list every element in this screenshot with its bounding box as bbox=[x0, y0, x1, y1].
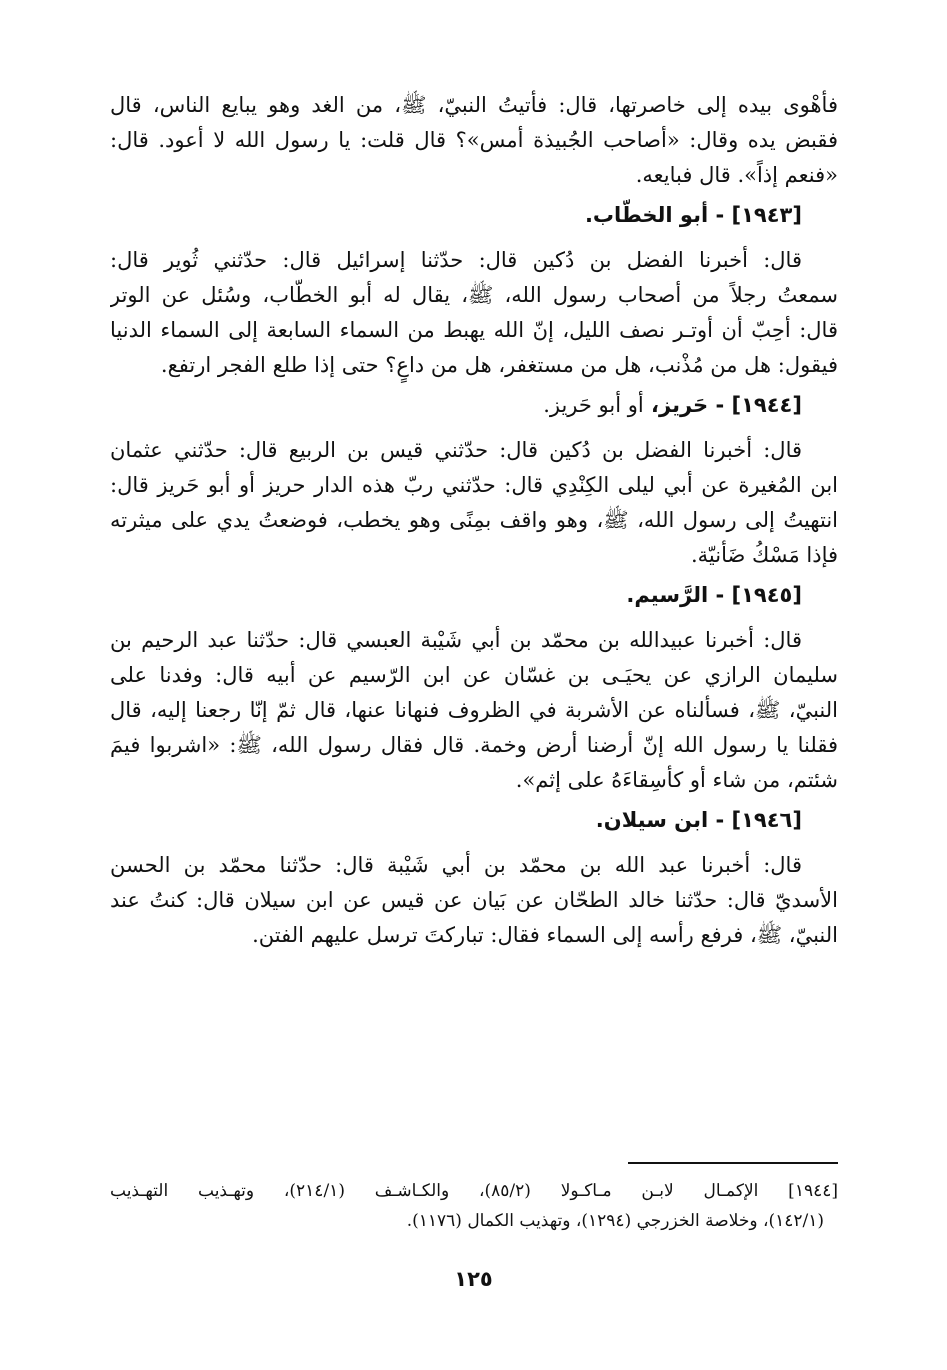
entry-name: - الرَّسيم. bbox=[626, 583, 725, 607]
entry-heading bbox=[110, 385, 838, 425]
entry-number: [١٩٤٤] bbox=[731, 393, 802, 417]
entry-heading bbox=[110, 800, 838, 840]
page-number: ١٢٥ bbox=[454, 1267, 493, 1291]
text-line: قال: أخبرنا الفضل بن دُكين قال: حدّثني قيس بن الربيع قال: حدّثني عثمان bbox=[110, 438, 802, 462]
text-line: قال: أحِبّ أن أوتـر نصف الليل، إنّ الله يهبط من السماء السابعة إلى السماء الدنيا bbox=[110, 318, 838, 342]
text-line: فقبض يده وقال: «أصاحب الجُبيذة أمس»؟ قال قلت: يا رسول الله لا أعود. قال: bbox=[110, 128, 838, 152]
text-line: ابن المُغيرة عن أبي ليلى الكِنْدِي قال: حدّثني ربّ هذه الدار حريز أو أبو حَريز قال: bbox=[110, 473, 838, 497]
footnote-line: (١٤٢/١)، وخلاصة الخزرجي (١٢٩٤)، وتهذيب الكمال (١١٧٦). bbox=[406, 1211, 824, 1231]
text-line: فقلنا يا رسول الله إنّ أرضنا أرض وخمة. قال فقال رسول الله، ﷺ: «اشربوا فيمَ bbox=[110, 733, 838, 757]
text-line: النبيّ، ﷺ، فرفع رأسه إلى السماء فقال: تباركتَ ترسل عليهم الفتن. bbox=[252, 923, 838, 947]
entry-number: [١٩٤٣] bbox=[731, 203, 802, 227]
footnotes bbox=[110, 1162, 838, 1236]
text-line: فإذا مَسْكُ ضَأنيّة. bbox=[691, 543, 838, 567]
entry-1944 bbox=[110, 385, 838, 573]
text-line: انتهيتُ إلى رسول الله، ﷺ، وهو واقف بمِنًى وهو يخطب، فوضعتُ يدي على ميثرته bbox=[110, 508, 838, 532]
text-line: فيقول: هل من مُذْنب، هل من مستغفر، هل من داعٍ؟ حتى إذا طلع الفجر ارتفع. bbox=[160, 353, 838, 377]
entry-1946 bbox=[110, 800, 838, 953]
entry-name: - أبو الخطّاب. bbox=[584, 203, 725, 227]
entry-number: [١٩٤٥] bbox=[731, 583, 802, 607]
entry-number: [١٩٤٦] bbox=[731, 808, 802, 832]
text-line: قال: أخبرنا الفضل بن دُكين قال: حدّثنا إسرائيل قال: حدّثني ثُوير قال: bbox=[110, 248, 802, 272]
entry-heading bbox=[110, 195, 838, 235]
entry-1945 bbox=[110, 575, 838, 798]
entry-heading bbox=[110, 575, 838, 615]
text-line: النبيّ، ﷺ، فسألناه عن الأشربة في الظروف فنهانا عنها، قال ثمّ إنّا رجعنا إليه، قال bbox=[110, 698, 838, 722]
entry-name-variant: أو أبو حَريز. bbox=[543, 393, 644, 417]
entry-1943 bbox=[110, 195, 838, 383]
text-line: قال: أخبرنا عبد الله بن محمّد بن أبي شَيْبة قال: حدّثنا محمّد بن الحسن bbox=[110, 853, 802, 877]
text-line: فأهْوى بيده إلى خاصرتها، قال: فأتيتُ النبيّ، ﷺ، من الغد وهو يبايع الناس، قال bbox=[110, 93, 838, 117]
footnote-divider bbox=[628, 1162, 838, 1164]
footnote-line: [١٩٤٤] الإكمـال لابـن مـاكـولا (٨٥/٢)، والكـاشـف (٢١٤/١)، وتهـذيب التهـذيب bbox=[110, 1181, 838, 1201]
text-line: الأسديّ قال: حدّثنا خالد الطحّان عن بَيان عن قيس عن ابن سيلان قال: كنتُ عند bbox=[110, 888, 838, 912]
text-line: سمعتُ رجلاً من أصحاب رسول الله، ﷺ، يقال له أبو الخطّاب، وسُئل عن الوتر bbox=[110, 283, 838, 307]
page-body bbox=[110, 88, 838, 953]
intro-paragraph bbox=[110, 88, 838, 193]
text-line: سليمان الرازي عن يحيَـى بن غسّان عن ابن الرّسيم عن أبيه قال: وفدنا على bbox=[110, 663, 838, 687]
text-line: «فنعم إذاً». قال فبايعه. bbox=[635, 163, 838, 187]
text-line: شئتم، من شاء أو كأسِقاءَهُ على إثم». bbox=[515, 768, 838, 792]
text-line: قال: أخبرنا عبيدالله بن محمّد بن أبي شَيْبة العبسي قال: حدّثنا عبد الرحيم بن bbox=[110, 628, 802, 652]
entry-name: - حَريز، bbox=[651, 393, 725, 417]
entry-name: - ابن سيلان. bbox=[595, 808, 725, 832]
